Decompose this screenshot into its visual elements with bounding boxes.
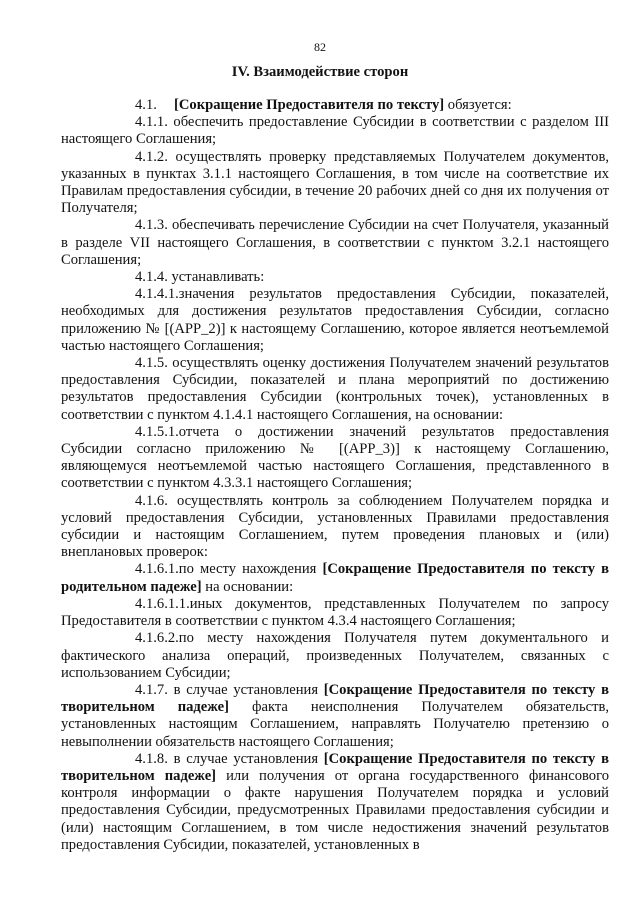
clause-number: 4.1.5.1. <box>135 423 179 440</box>
paragraph-4-1-5 <box>61 355 609 424</box>
paragraph-text: осуществлять оценку достижения Получателем значений результатов предоставления Субсидии, показателей и плана мероприятий по достижению результатов предоставления Субсидии (контрольных точек), установленных в соответствии с пунктом 4.1.4.1 настоящего Соглашения, на основании: <box>61 355 609 423</box>
paragraph-text-cont: факта неисполнения Получателем обязательств, установленных настоящим Соглашением, направлять Получателю претензию о невыполнении обязательств настоящего Соглашения; <box>61 699 609 750</box>
placeholder-bold: [Сокращение Предоставителя по тексту в творительном падеже] <box>61 681 609 716</box>
clause-number: 4.1.6. <box>135 492 168 509</box>
paragraph-text: в случае установления <box>173 681 324 698</box>
paragraph-4-1-6 <box>61 493 609 562</box>
paragraph-text: обязуется: <box>444 97 512 113</box>
paragraph-text: обеспечивать перечисление Субсидии на счет Получателя, указанный в разделе VII настоящего Соглашения, в соответствии с пунктом 3.2.1 настоящего Соглашения; <box>61 217 609 268</box>
paragraph-4-1-6-2 <box>61 630 609 682</box>
paragraph-text: обеспечить предоставление Субсидии в соответствии с разделом III настоящего Соглашения; <box>61 114 609 148</box>
document-body <box>61 97 609 854</box>
page-number: 82 <box>314 40 326 54</box>
placeholder-bold: [Сокращение Предоставителя по тексту в родительном падеже] <box>61 561 609 595</box>
paragraph-text: устанавливать: <box>171 269 265 286</box>
clause-number: 4.1.1. <box>135 114 168 131</box>
paragraph-text: отчета о достижении значений результатов предоставления Субсидии согласно приложению № [(APP_3)] к настоящему Соглашению, являющемуся неотъемлемой частью настоящего Соглашения, представленного в соответствии с пунктом 4.3.3.1 настоящего Соглашения; <box>61 423 609 492</box>
paragraph-4-1-5-1 <box>61 424 609 493</box>
clause-number: 4.1. <box>135 97 157 113</box>
paragraph-4-1-6-1 <box>61 561 609 595</box>
paragraph-text: по месту нахождения <box>178 561 323 578</box>
paragraph-4-1-1 <box>61 114 609 148</box>
paragraph-4-1-8 <box>61 751 609 854</box>
clause-number: 4.1.7. <box>135 681 168 698</box>
paragraph-text: по месту нахождения Получателя путем документального и фактического анализа операций, произведенных Получателем, связанных с использованием Субсидии; <box>61 630 609 681</box>
clause-number: 4.1.6.1.1. <box>135 595 190 612</box>
paragraph-text: осуществлять контроль за соблюдением Получателем порядка и условий предоставления Субсидии, установленных Правилами предоставления субсидии и настоящим Соглашением, путем проведения плановых и (или) внеплановых проверок: <box>61 492 609 561</box>
section-heading: IV. Взаимодействие сторон <box>231 64 409 80</box>
paragraph-text: значения результатов предоставления Субсидии, показателей, необходимых для достижения результатов предоставления Субсидии, согласно приложению № [(APP_2)] к настоящему Соглашению, которое является неотъемлемой частью настоящего Соглашения; <box>61 286 609 354</box>
placeholder-bold: [Сокращение Предоставителя по тексту в творительном падеже] <box>61 750 609 784</box>
paragraph-text-cont: или получения от органа государственного финансового контроля информации о факте нарушения Получателем порядка и условий предоставления Субсидии, предусмотренных Правилами предоставления субсидии и (или) настоящим Соглашением, в том числе недостижения значений результатов предоставления Субсидии, показателей, установленных в <box>61 767 609 853</box>
clause-number: 4.1.6.2. <box>135 630 179 647</box>
clause-number: 4.1.5. <box>135 355 168 372</box>
paragraph-4-1-4-1 <box>61 286 609 355</box>
paragraph-4-1 <box>61 97 609 114</box>
paragraph-4-1-2 <box>61 149 609 218</box>
paragraph-text: в случае установления <box>173 750 324 767</box>
paragraph-4-1-6-1-1 <box>61 596 609 630</box>
clause-number: 4.1.4. <box>135 269 168 286</box>
paragraph-text: осуществлять проверку представляемых Получателем документов, указанных в пунктах 3.1.1 настоящего Соглашения, в том числе на соответствие их Правилам предоставления субсидии, в течение 20 рабочих дней со дня их получения от Получателя; <box>61 148 609 217</box>
clause-number: 4.1.4.1. <box>135 286 179 303</box>
clause-number: 4.1.6.1. <box>135 561 179 578</box>
clause-number: 4.1.2. <box>135 148 168 165</box>
paragraph-4-1-4 <box>61 269 609 286</box>
paragraph-4-1-3 <box>61 217 609 269</box>
clause-number: 4.1.3. <box>135 217 168 234</box>
placeholder-bold: [Сокращение Предоставителя по тексту] <box>174 97 445 113</box>
clause-number: 4.1.8. <box>135 750 168 767</box>
paragraph-text: иных документов, представленных Получателем по запросу Предоставителя в соответствии с пунктом 4.3.4 настоящего Соглашения; <box>61 595 609 630</box>
paragraph-text-cont: на основании: <box>201 578 294 595</box>
paragraph-4-1-7 <box>61 682 609 751</box>
